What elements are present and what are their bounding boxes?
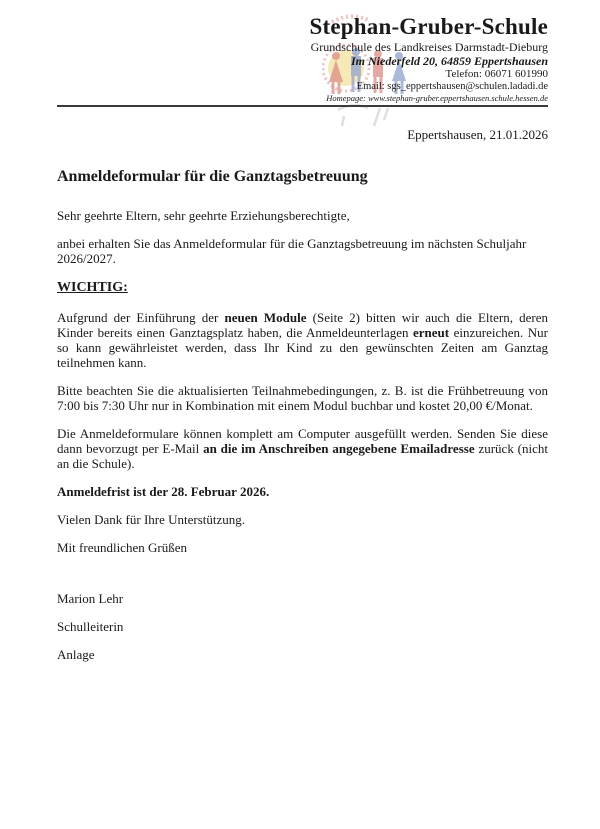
- salutation: Sehr geehrte Eltern, sehr geehrte Erziehungsberechtigte,: [57, 208, 350, 223]
- thanks-line: Vielen Dank für Ihre Unterstützung.: [57, 512, 246, 527]
- letter-body: [57, 127, 548, 662]
- deadline-line: Anmeldefrist ist der 28. Februar 2026.: [57, 484, 270, 499]
- header-divider: [57, 105, 548, 107]
- paragraph-new-modules: Aufgrund der Einführung der neuen Module (Seite 2) bitten wir auch die Eltern, deren Kinder bereits einen Ganztagsplatz haben, die Anmeldeunterlagen erneut einzureichen. Nur so kann gewährleistet werden, dass Ihr Kind zu den gewünschten Zeiten am Ganztag teilnehmen kann.: [57, 310, 548, 370]
- subject-line: Anmeldeformular für die Ganztagsbetreuung: [57, 168, 368, 185]
- school-name: Stephan-Gruber-Schule: [309, 14, 548, 39]
- signature-name: Marion Lehr: [57, 591, 124, 606]
- important-label: WICHTIG:: [57, 280, 128, 295]
- faded-stamp-mark: [338, 105, 388, 126]
- signature-role: Schulleiterin: [57, 619, 124, 634]
- dateline: Eppertshausen, 21.01.2026: [407, 127, 548, 142]
- letterhead: [57, 0, 548, 104]
- school-homepage: Homepage: www.stephan-gruber.eppertshausen.schule.hessen.de: [326, 93, 548, 103]
- important-heading: [57, 279, 548, 297]
- enclosure-label: Anlage: [57, 647, 95, 662]
- closing-line: Mit freundlichen Grüßen: [57, 540, 187, 555]
- school-type: Grundschule des Landkreises Darmstadt-Dieburg: [310, 40, 548, 54]
- intro-paragraph: anbei erhalten Sie das Anmeldeformular für die Ganztagsbetreuung im nächsten Schuljahr 2026/2027.: [57, 236, 527, 266]
- school-address: Im Niederfeld 20, 64859 Eppertshausen: [350, 54, 548, 68]
- paragraph-submission: Die Anmeldeformulare können komplett am Computer ausgefüllt werden. Senden Sie diese dann bevorzugt per E-Mail an die im Anschreiben angegebene Emailadresse zurück (nicht an die Schule).: [57, 426, 548, 471]
- paragraph-conditions: Bitte beachten Sie die aktualisierten Teilnahmebedingungen, z. B. ist die Frühbetreuung von 7:00 bis 7:30 Uhr nur in Kombination mit einem Modul buchbar und kostet 20,00 €/Monat.: [57, 383, 548, 413]
- school-phone: Telefon: 06071 601990: [445, 68, 548, 80]
- school-email: Email: sgs_eppertshausen@schulen.ladadi.de: [356, 81, 548, 92]
